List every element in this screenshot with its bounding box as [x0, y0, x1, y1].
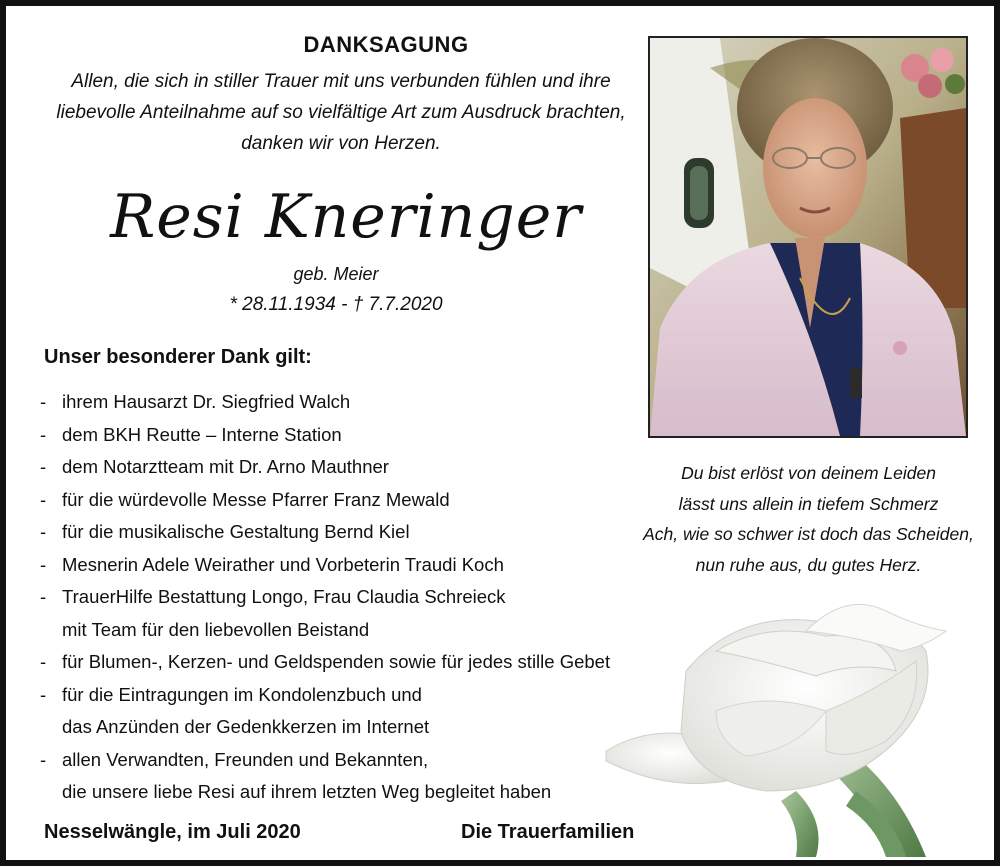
thanks-item	[40, 744, 640, 809]
bullet-dash: -	[40, 391, 47, 412]
bullet-dash: -	[40, 651, 47, 672]
poem-line: lässt uns allein in tiefem Schmerz	[678, 493, 939, 514]
thanks-item-line: Mesnerin Adele Weirather und Vorbeterin Traudi Koch	[62, 553, 504, 575]
deceased-name: Resi Kneringer	[110, 182, 582, 252]
thanks-item	[40, 451, 640, 484]
intro-line: Allen, die sich in stiller Trauer mit uns verbunden fühlen und ihre	[71, 71, 611, 92]
thanks-item	[40, 386, 640, 419]
thanks-item	[40, 516, 640, 549]
intro-line: liebevolle Anteilnahme auf so vielfältige Art zum Ausdruck brachten,	[56, 102, 626, 123]
thanks-item	[40, 581, 640, 646]
poem-line: Ach, wie so schwer ist doch das Scheiden,	[643, 524, 974, 544]
thanks-item-line: für die Eintragungen im Kondolenzbuch und	[62, 683, 422, 705]
bullet-dash: -	[40, 748, 47, 770]
thanks-item-line: die unsere liebe Resi auf ihrem letzten Weg begleitet haben	[62, 781, 552, 802]
thanks-item-line: mit Team für den liebevollen Beistand	[62, 618, 370, 640]
white-rose-image	[596, 591, 986, 866]
thanks-item-line: ihrem Hausarzt Dr. Siegfried Walch	[62, 391, 351, 412]
thanks-item	[40, 679, 640, 744]
signature: Die Trauerfamilien	[461, 821, 635, 843]
thanks-item-line: für die würdevolle Messe Pfarrer Franz Mewald	[62, 488, 450, 510]
place-date: Nesselwängle, im Juli 2020	[44, 821, 301, 843]
bullet-dash: -	[40, 683, 47, 705]
thanks-item-line: das Anzünden der Gedenkkerzen im Internet	[62, 716, 430, 737]
poem-line: Du bist erlöst von deinem Leiden	[681, 463, 936, 483]
thanks-item-line: dem Notarztteam mit Dr. Arno Mauthner	[62, 456, 389, 477]
poem-line: nun ruhe aus, du gutes Herz.	[695, 554, 922, 575]
intro-text	[46, 66, 636, 159]
bullet-dash: -	[40, 521, 47, 542]
thanks-item-line: für die musikalische Gestaltung Bernd Kiel	[62, 521, 410, 542]
thanks-item-line: dem BKH Reutte – Interne Station	[62, 423, 342, 445]
thanks-item-line: TrauerHilfe Bestattung Longo, Frau Claudia Schreieck	[62, 586, 506, 607]
portrait-photo	[648, 36, 968, 438]
thanks-item	[40, 419, 640, 452]
bullet-dash: -	[40, 586, 47, 607]
intro-line: danken wir von Herzen.	[241, 133, 441, 154]
bullet-dash: -	[40, 553, 47, 575]
heading: DANKSAGUNG	[303, 32, 469, 57]
bullet-dash: -	[40, 423, 47, 445]
thanks-list	[40, 386, 640, 809]
poem	[636, 458, 981, 580]
bullet-dash: -	[40, 488, 47, 510]
thanks-item	[40, 484, 640, 517]
life-dates: * 28.11.1934 - † 7.7.2020	[229, 294, 443, 315]
thanks-item-line: allen Verwandten, Freunden und Bekannten,	[62, 748, 429, 770]
thanks-item	[40, 549, 640, 582]
bullet-dash: -	[40, 456, 47, 477]
thanks-item-line: für Blumen-, Kerzen- und Geldspenden sowie für jedes stille Gebet	[62, 651, 611, 672]
thanks-item	[40, 646, 640, 679]
thanks-heading: Unser besonderer Dank gilt:	[44, 346, 312, 368]
maiden-name: geb. Meier	[293, 264, 379, 284]
